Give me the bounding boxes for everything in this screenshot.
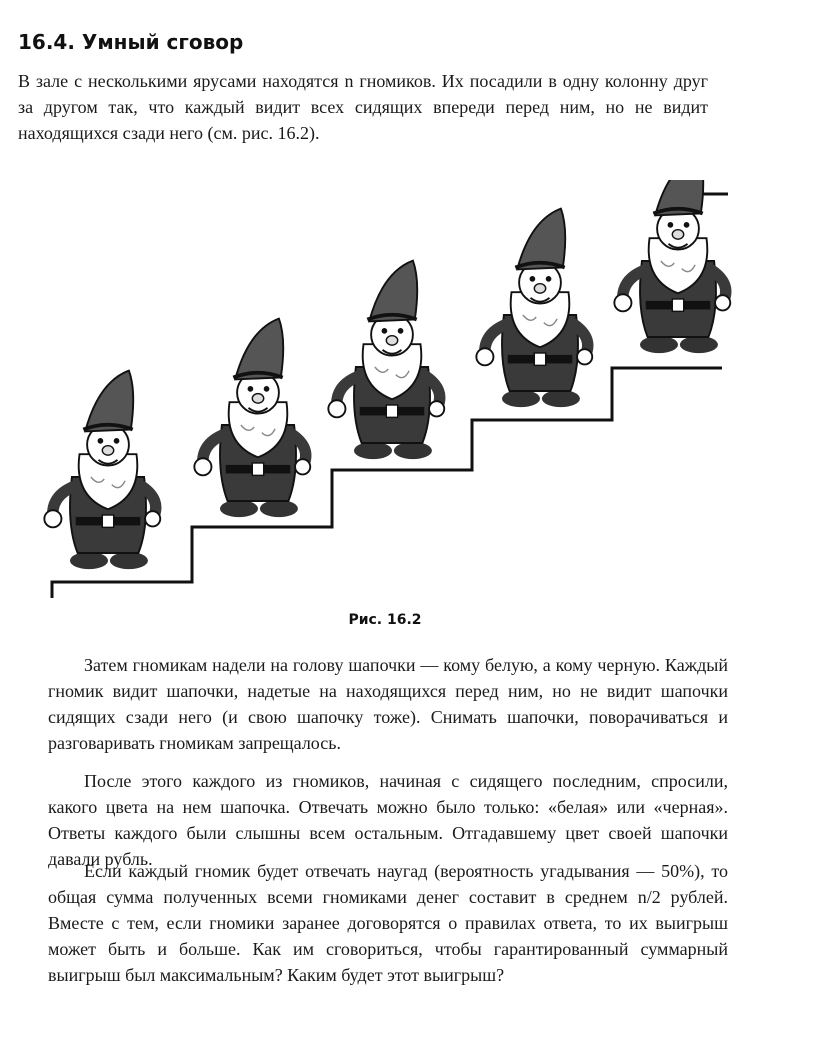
gnome-4	[476, 209, 592, 408]
section-title: 16.4. Умный сговор	[18, 30, 244, 54]
body-paragraph-3: Если каждый гномик будет отвечать наугад (вероятность угадывания — 50%), то общая сумма полученных всеми гномиками денег составит в среднем n/2 рублей. Вместе с тем, если гномики заранее договорятся о правилах ответа, то их выигрыш может быть и больше. Как им сговориться, чтобы гарантированный суммарный выигрыш был максимальным? Каким будет этот выигрыш?	[48, 861, 728, 985]
body-paragraph-1: Затем гномикам надели на голову шапочки — кому белую, а кому черную. Каждый гномик видит шапочки, надетые на находящихся перед ним, но не видит шапочки сидящих сзади него (и свою шапочку тоже). Снимать шапочки, поворачиваться и разговаривать гномикам запрещалось.	[48, 655, 728, 753]
gnome-3	[328, 261, 444, 460]
body-paragraph-2: После этого каждого из гномиков, начиная с сидящего последним, спросили, какого цвета на нем шапочка. Отвечать можно было только: «белая» или «черная». Ответы каждого были слышны всем остальным. Отгадавшему цвет своей шапочки давали рубль.	[48, 771, 728, 869]
figure-caption: Рис. 16.2	[348, 612, 422, 628]
figure-gnomes-on-stairs	[0, 180, 816, 600]
gnome-2	[194, 319, 310, 518]
intro-paragraph: В зале с несколькими ярусами находятся n гномиков. Их посадили в одну колонну друг за другом так, что каждый видит всех сидящих впереди перед ним, но не видит находящихся сзади него (см. рис. 16.2).	[18, 71, 708, 143]
gnome-5	[614, 180, 730, 353]
gnome-1	[44, 371, 160, 570]
